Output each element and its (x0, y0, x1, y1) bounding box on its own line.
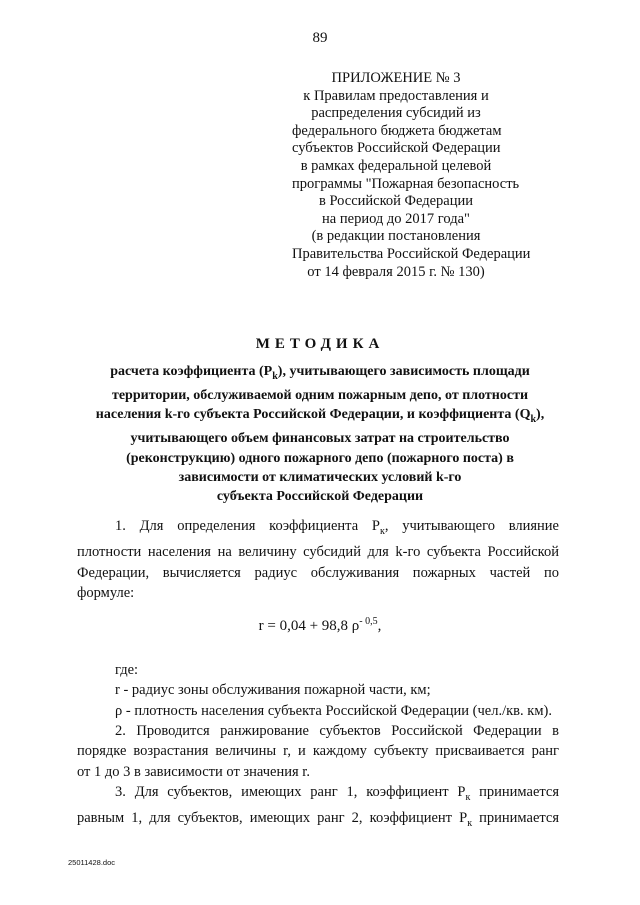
formula-exponent: - 0,5 (359, 616, 378, 627)
subscript: к (467, 818, 473, 830)
subscript: k (272, 370, 278, 382)
text: принимается (470, 784, 560, 800)
paragraph-line (77, 808, 559, 834)
appendix-line: в Российской Федерации (318, 193, 474, 210)
text: 1. Для определения коэффициента P (115, 518, 380, 534)
definition-rho: ρ - плотность населения субъекта Российской Федерации (чел./кв. км). (115, 702, 552, 719)
subtitle-line: учитывающего объем финансовых затрат на строительство (130, 431, 510, 447)
subtitle-line: территории, обслуживаемой одним пожарным депо, от плотности (111, 388, 529, 404)
subtitle-text: ), (536, 407, 545, 423)
appendix-line: программы "Пожарная безопасность (292, 175, 520, 192)
subtitle-text: расчета коэффициента (P (110, 364, 273, 379)
paragraph-line (77, 516, 559, 542)
appendix-line: в рамках федеральной целевой (300, 157, 492, 174)
page-number: 89 (312, 30, 328, 46)
subscript: к (465, 791, 471, 803)
paragraph-line: плотности населения на величину субсидий для k-го субъекта Российской (77, 544, 559, 561)
subtitle-line (40, 405, 600, 429)
subtitle-line (40, 362, 600, 386)
definitions (77, 660, 559, 721)
definition-r: r - радиус зоны обслуживания пожарной части, км; (115, 682, 431, 699)
paragraph-line: Федерации, вычисляется радиус обслуживания пожарных частей по (77, 564, 559, 581)
paragraph-line: от 1 до 3 в зависимости от значения r. (77, 763, 310, 780)
appendix-line: субъектов Российской Федерации (292, 140, 501, 157)
formula-tail: , (377, 618, 382, 634)
subtitle-text: населения k-го субъекта Российской Федерации, и коэффициента (Q (95, 407, 531, 423)
appendix-line: к Правилам предоставления и (303, 87, 489, 104)
paragraph-line: формуле: (77, 585, 135, 602)
document-subtitle (40, 362, 600, 507)
file-name-footer: 25011428.doc (68, 858, 115, 867)
paragraph-1 (77, 516, 559, 604)
paragraph-line: 2. Проводится ранжирование субъектов Российской Федерации в (115, 723, 559, 739)
subtitle-line: зависимости от климатических условий k-го (178, 470, 462, 486)
subtitle-text: ), учитывающего зависимость площади (277, 364, 530, 379)
text: , учитывающего влияние (384, 518, 559, 534)
subscript: к (379, 525, 385, 537)
where-label: где: (115, 662, 139, 678)
appendix-line: (в редакции постановления (311, 228, 481, 245)
paragraph-3 (77, 782, 559, 835)
appendix-line: распределения субсидий из (311, 105, 481, 122)
subtitle-line: (реконструкцию) одного пожарного депо (пожарного поста) в (126, 450, 514, 466)
subtitle-line: субъекта Российской Федерации (216, 489, 424, 505)
document-title: МЕТОДИКА (255, 336, 385, 352)
text: равным 1, для субъектов, имеющих ранг 2, коэффициент P (77, 810, 468, 827)
appendix-line: федерального бюджета бюджетам (292, 122, 502, 139)
appendix-line: на период до 2017 года" (322, 210, 470, 227)
formula-main: r = 0,04 + 98,8 ρ (258, 618, 360, 634)
appendix-line: ПРИЛОЖЕНИЕ № 3 (331, 70, 461, 86)
formula (0, 616, 640, 635)
paragraph-2 (77, 721, 559, 782)
text: 3. Для субъектов, имеющих ранг 1, коэффициент P (115, 784, 466, 800)
paragraph-line: порядке возрастания величины r, и каждому субъекту присваивается ранг (77, 743, 559, 760)
paragraph-line (77, 782, 559, 808)
appendix-header (292, 70, 531, 281)
appendix-line: от 14 февраля 2015 г. № 130) (307, 263, 485, 280)
text: принимается (472, 810, 559, 827)
appendix-line: Правительства Российской Федерации (292, 245, 531, 262)
subscript: k (530, 414, 537, 426)
